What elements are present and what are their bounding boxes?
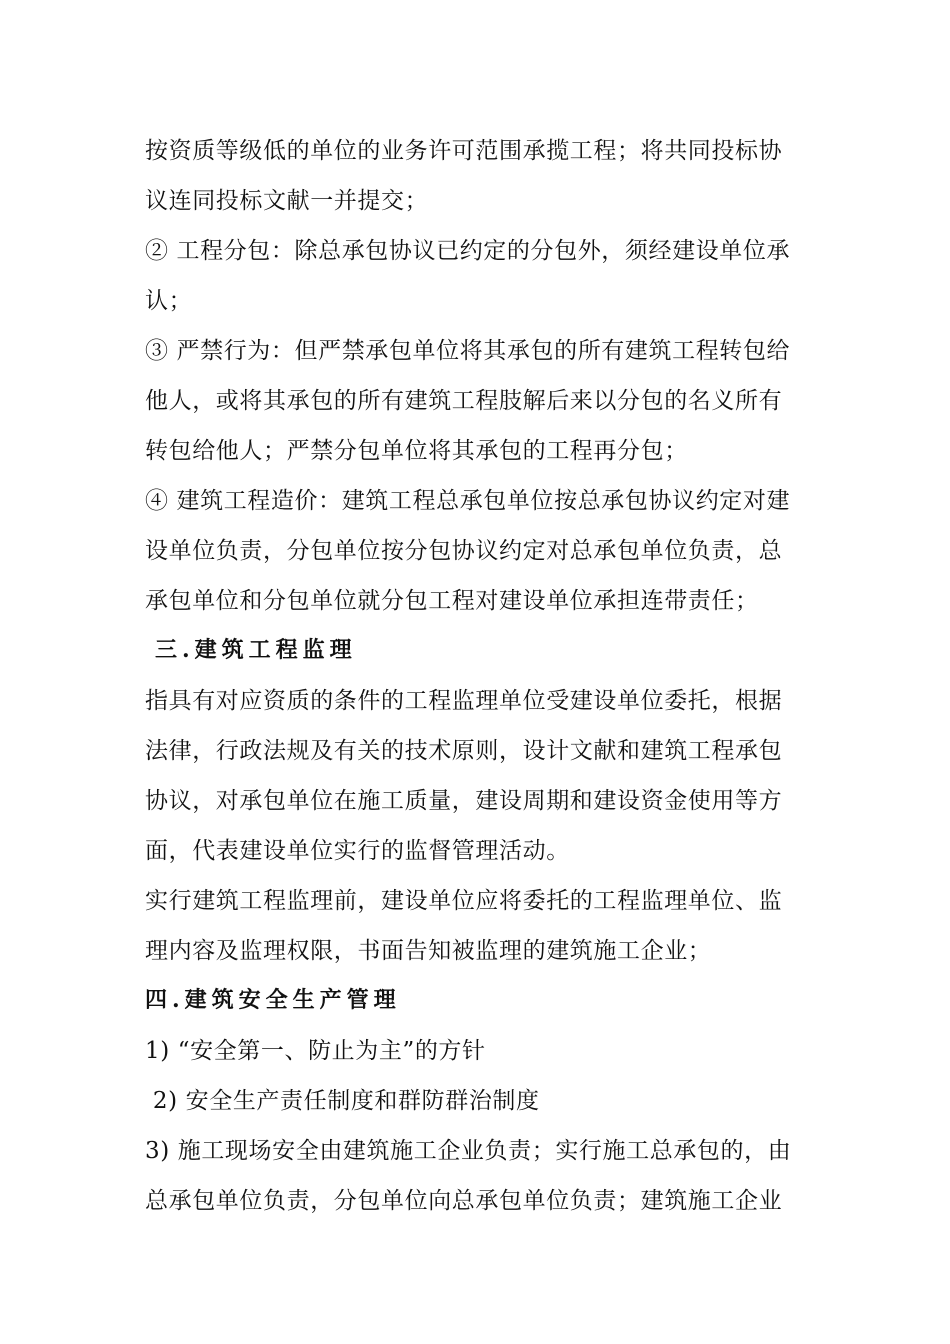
- paragraph-line: 按资质等级低的单位的业务许可范围承揽工程；将共同投标协: [145, 138, 783, 164]
- list-item-line: ③ 严禁行为：但严禁承包单位将其承包的所有建筑工程转包给: [145, 338, 791, 364]
- paragraph-line: 法律，行政法规及有关的技术原则，设计文献和建筑工程承包: [145, 738, 783, 764]
- list-item-line: 1) “安全第一、防止为主”的方针: [145, 1038, 486, 1064]
- list-item-line: 3) 施工现场安全由建筑施工企业负责；实行施工总承包的，由: [145, 1138, 792, 1164]
- paragraph-line: 面，代表建设单位实行的监督管理活动。: [145, 838, 570, 864]
- paragraph-line: 承包单位和分包单位就分包工程对建设单位承担连带责任；: [145, 588, 759, 614]
- list-item-line: 2) 安全生产责任制度和群防群治制度: [145, 1088, 540, 1114]
- paragraph-line: 转包给他人；严禁分包单位将其承包的工程再分包；: [145, 438, 688, 464]
- paragraph-line: 协议，对承包单位在施工质量，建设周期和建设资金使用等方: [145, 788, 783, 814]
- list-item-line: ④ 建筑工程造价：建筑工程总承包单位按总承包协议约定对建: [145, 488, 791, 514]
- paragraph-line: 理内容及监理权限，书面告知被监理的建筑施工企业；: [145, 938, 712, 964]
- paragraph-line: 指具有对应资质的条件的工程监理单位受建设单位委托，根据: [145, 688, 783, 714]
- paragraph-line: 议连同投标文献一并提交；: [145, 188, 429, 214]
- paragraph-line: 他人，或将其承包的所有建筑工程肢解后来以分包的名义所有: [145, 388, 783, 414]
- section-heading: 三.建筑工程监理: [155, 637, 357, 663]
- paragraph-line: 设单位负责，分包单位按分包协议约定对总承包单位负责，总: [145, 538, 783, 564]
- list-item-line: ② 工程分包：除总承包协议已约定的分包外，须经建设单位承: [145, 238, 791, 264]
- section-heading: 四.建筑安全生产管理: [145, 987, 401, 1013]
- paragraph-line: 总承包单位负责，分包单位向总承包单位负责；建筑施工企业: [145, 1188, 783, 1214]
- paragraph-line: 实行建筑工程监理前，建设单位应将委托的工程监理单位、监: [145, 888, 783, 914]
- paragraph-line: 认；: [145, 288, 193, 314]
